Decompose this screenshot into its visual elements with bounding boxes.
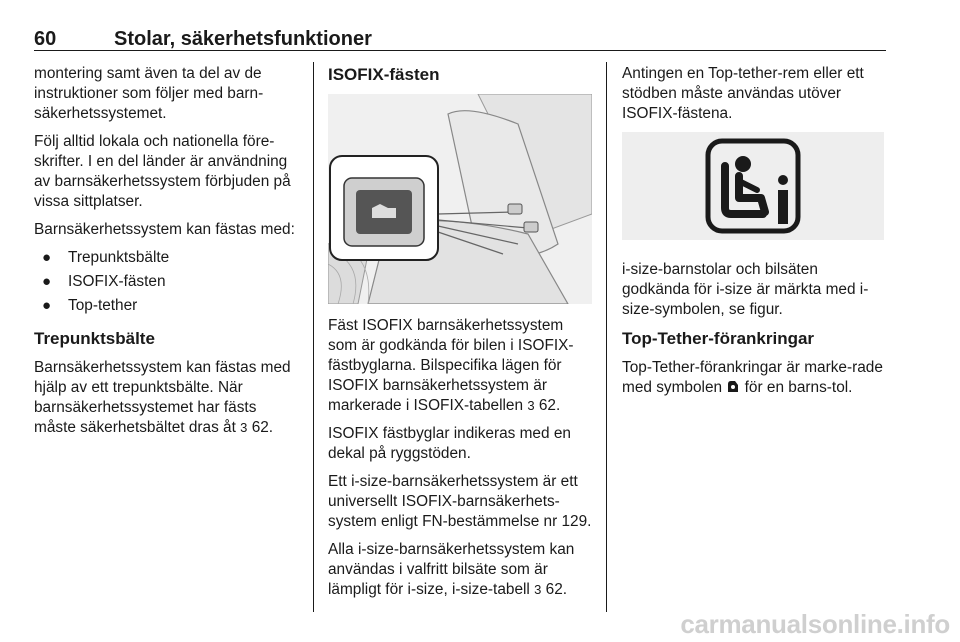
page-reference[interactable]: 62.	[545, 581, 568, 598]
paragraph: Top-Tether-förankringar är marke-rade med symbolen för en barns-tol.	[622, 359, 883, 396]
column-1	[34, 64, 302, 446]
bullet-icon: ●	[42, 249, 52, 266]
paragraph: Barnsäkerhetssystem kan fästas med hjälp av ett trepunktsbälte. När barnsäkerhetssystemet har fästs måste säkerhetsbältet dras åt 3 62.	[34, 359, 291, 436]
section-heading: ISOFIX-fästen	[328, 65, 440, 84]
page-reference-icon: 3	[240, 420, 248, 435]
paragraph: Följ alltid lokala och nationella före-skrifter. I en del länder är användning av barnsäkerhetssystem förbjuden på vissa sittplatser.	[34, 133, 291, 210]
section-heading: Top-Tether-förankringar	[622, 329, 815, 348]
section-heading: Trepunktsbälte	[34, 329, 155, 348]
paragraph: Antingen en Top-tether-rem eller ett stödben måste användas utöver ISOFIX-fästena.	[622, 65, 864, 122]
page-reference[interactable]: 62.	[251, 419, 274, 436]
column-divider-2	[606, 62, 607, 612]
top-tether-icon	[726, 380, 740, 393]
column-divider-1	[313, 62, 314, 612]
page-reference-icon: 3	[527, 398, 535, 413]
page-number: 60	[34, 28, 57, 50]
isofix-illustration	[328, 94, 592, 304]
paragraph: montering samt även ta del av de instruktioner som följer med barn-säkerhetssystemet.	[34, 65, 264, 122]
attachment-list	[34, 248, 302, 316]
paragraph: ISOFIX fästbyglar indikeras med en dekal på ryggstöden.	[328, 425, 571, 462]
column-3	[622, 64, 888, 406]
list-item: ● ISOFIX-fästen	[42, 273, 166, 290]
bullet-icon: ●	[42, 297, 52, 314]
page-reference[interactable]: 62.	[538, 397, 561, 414]
paragraph: i-size-barnstolar och bilsäten godkända för i-size är märkta med i-size-symbolen, se figur.	[622, 261, 869, 318]
watermark: carmanualsonline.info	[680, 609, 950, 639]
isize-symbol-box	[622, 132, 884, 240]
page-title: Stolar, säkerhetsfunktioner	[114, 28, 372, 50]
page-header	[34, 10, 886, 48]
paragraph: Fäst ISOFIX barnsäkerhetssystem som är godkända för bilen i ISOFIX-fästbyglarna. Bilspecifika lägen för ISOFIX barnsäkerhetssystem är markerade i ISOFIX-tabellen 3 62.	[328, 317, 574, 414]
paragraph: Barnsäkerhetssystem kan fästas med:	[34, 221, 295, 238]
page-reference-icon: 3	[534, 582, 542, 597]
header-rule	[34, 50, 886, 51]
list-item: ● Trepunktsbälte	[42, 249, 170, 266]
seat-illustration-icon	[328, 94, 592, 304]
column-2	[328, 64, 592, 608]
paragraph: Ett i-size-barnsäkerhetssystem är ett universellt ISOFIX-barnsäkerhets-system enligt FN-bestämmelse nr 129.	[328, 473, 592, 530]
list-item: ● Top-tether	[42, 297, 138, 314]
isize-child-seat-icon	[703, 136, 803, 236]
paragraph: Alla i-size-barnsäkerhetssystem kan användas i valfritt bilsäte som är lämpligt för i-size, i-size-tabell 3 62.	[328, 541, 575, 598]
bullet-icon: ●	[42, 273, 52, 290]
